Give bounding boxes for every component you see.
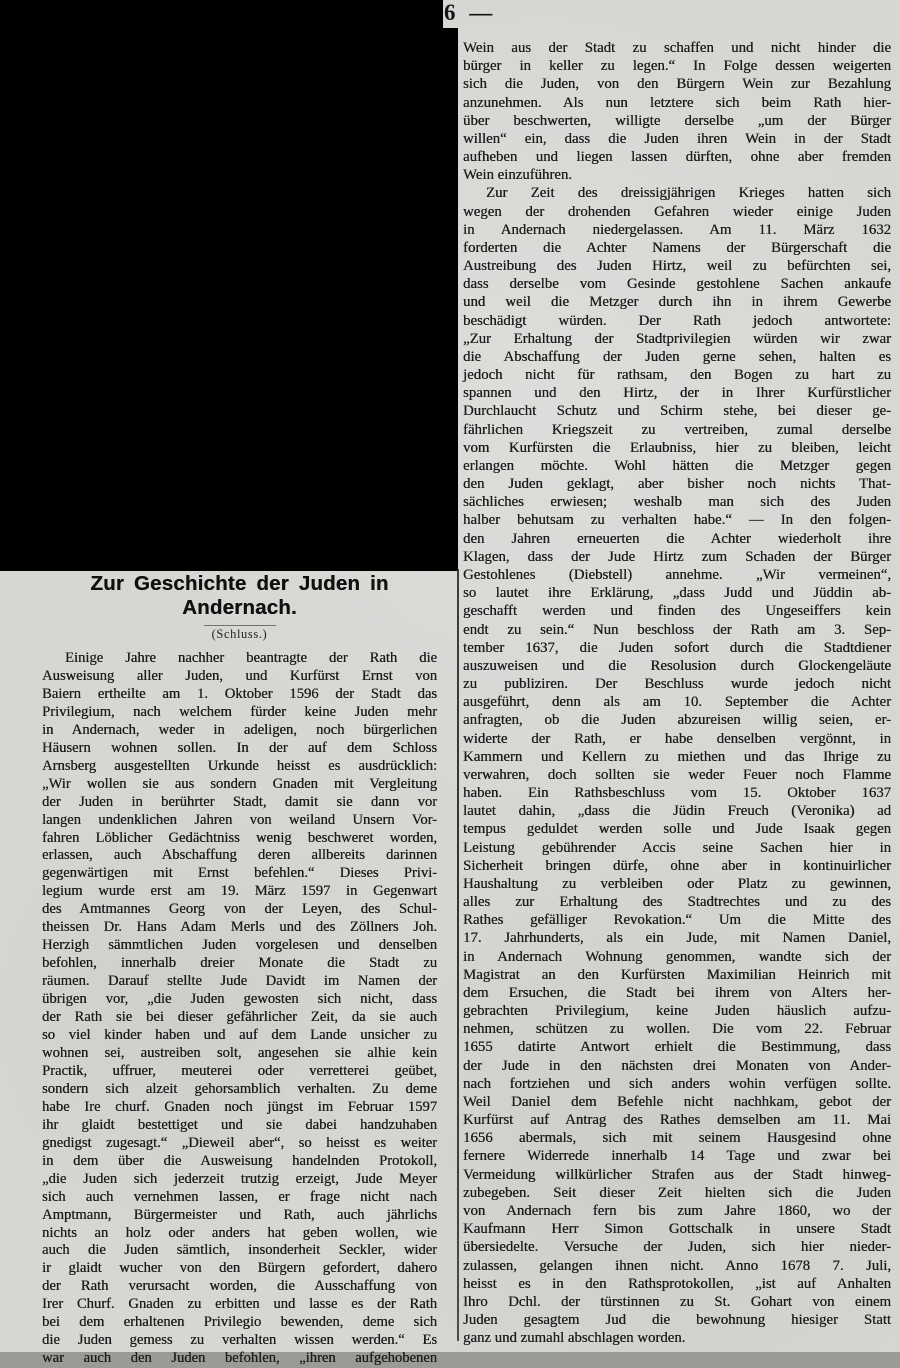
text-line: Vermeidung willkürlicher Strafen aus der Stadt hinweg- bbox=[463, 1166, 891, 1183]
text-line: ihr glaidt bestettiget und sie dabei handzuhaben bbox=[42, 1116, 437, 1133]
text-line: der Rath sie bei dieser gefährlicher Zeit, da sie auch bbox=[42, 1009, 437, 1026]
left-column bbox=[42, 572, 437, 1368]
text-line: Austreibung des Juden Hirtz, weil zu befürchten sei, bbox=[463, 258, 891, 275]
text-line: beschädigt würden. Der Rath jedoch antwortete: bbox=[463, 312, 891, 329]
text-line: Kaufmann Herr Simon Gottschalk in unsere Stadt bbox=[463, 1221, 891, 1238]
text-line: nichts an holz oder anders hat geben wollen, wie bbox=[42, 1224, 437, 1241]
text-line: Gestohlenes (Diebstell) annehme. „Wir vermeinen“, bbox=[463, 566, 891, 583]
text-line: Arnsberg ausgestellten Urkunde heisst es ausdrücklich: bbox=[42, 757, 437, 774]
text-line: der Juden in berührter Stadt, damit sie dann vor bbox=[42, 793, 437, 810]
text-line: nehmen, schützen zu wollen. Die vom 22. Februar bbox=[463, 1021, 891, 1038]
page-number-fragment: 6 — bbox=[444, 0, 497, 25]
text-line: der Rath verursacht worden, die Ausschaffung von bbox=[42, 1278, 437, 1295]
text-line: gegenwärtigen mit Ernst befehlen.“ Dieses Privi- bbox=[42, 865, 437, 882]
text-line: dem Ersuchen, die Stadt bei ihrem von Alters her- bbox=[463, 984, 891, 1001]
text-line: lautet dahin, „dass die Jüdin Freuch (Veronika) ad bbox=[463, 803, 891, 820]
text-line: so viel kinder haben und auf dem Lande unsicher zu bbox=[42, 1027, 437, 1044]
text-line: Ihro Dchl. der türstinnen zu St. Gohart von einem bbox=[463, 1293, 891, 1310]
text-line: Irer Churf. Gnaden zu erbitten und lasse es der Rath bbox=[42, 1296, 437, 1313]
text-line: zulassen, gelangen ihnen nicht. Anno 1678 7. Juli, bbox=[463, 1257, 891, 1274]
text-line: „Zur Erhaltung der Stadtprivilegien würden wir zwar bbox=[463, 330, 891, 347]
text-line: räumen. Darauf stellte Jude Davidt im Namen der bbox=[42, 973, 437, 990]
text-line: bei dem erhaltenen Privilegio bewenden, deme sich bbox=[42, 1314, 437, 1331]
text-line: von Andernach fern bis zum Jahre 1860, wo der bbox=[463, 1203, 891, 1219]
text-line: Rathes gefälliger Revokation.“ Um die Mitte des bbox=[463, 912, 891, 929]
text-line: die Juden gemess zu verhalten wissen werden.“ Es bbox=[42, 1332, 437, 1349]
text-line: wegen der drohenden Gefahren wieder einige Juden bbox=[463, 203, 891, 220]
text-line: nach fortziehen und sich anders wohin verfügen sollte. bbox=[463, 1075, 891, 1092]
text-line: dass derselbe vom Gesinde gestohlene Sachen ankaufe bbox=[463, 276, 891, 293]
text-line: heisst es in den Rathsprotokollen, „ist auf Anhalten bbox=[463, 1275, 891, 1292]
text-line: der Jude in den nächsten drei Monaten von Ander- bbox=[463, 1057, 891, 1074]
text-line: Ausweisung aller Juden, und Kurfürst Ernst von bbox=[42, 667, 437, 684]
text-line: Amptmann, Bürgermeister und Rath, auch jährlichs bbox=[42, 1206, 437, 1223]
text-line: erlangen möchte. Wohl hätten die Metzger gegen bbox=[463, 457, 891, 474]
text-line: langen undenklichen Jahren von weiland Unsern Vor- bbox=[42, 811, 437, 828]
column-divider-rule bbox=[457, 569, 459, 1341]
text-line: fahren Löblicher Gedächtniss wenig beschweret worden, bbox=[42, 829, 437, 846]
text-line: tember 1637, die Juden sofort durch die Stadtdiener bbox=[463, 639, 891, 656]
text-line: wohnen sei, austreiben solt, angesehen sie alhie kein bbox=[42, 1044, 437, 1061]
left-column-text bbox=[42, 650, 437, 1368]
text-line: Leistung gebührender Accis seine Sachen hier in bbox=[463, 839, 891, 856]
text-line: in Andernach niedergelassen. Am 11. März 1632 bbox=[463, 221, 891, 238]
scan-black-region-edge bbox=[443, 28, 458, 571]
text-line: forderten die Achter Namens der Bürgerschaft die bbox=[463, 239, 891, 256]
text-line: erlassen, auch Abschaffung deren allbereits darinnen bbox=[42, 847, 437, 864]
text-line: Privilegium, nach welchem fürder keine Juden mehr bbox=[42, 703, 437, 720]
text-line: Juden gesagtem Jud die bewohnung hiesiger Statt bbox=[463, 1312, 891, 1329]
text-line: willen“ ein, dass die Juden ihren Wein in der Stadt bbox=[463, 130, 891, 147]
text-line: auszuweisen und die Resolusion durch Glockengeläute bbox=[463, 657, 891, 674]
text-line: zubegeben. Seit dieser Zeit hielten sich die Juden bbox=[463, 1184, 891, 1201]
text-line: 17. Jahrhunderts, als ein Jude, mit Namen Daniel, bbox=[463, 930, 891, 947]
text-line: den Jahren erneuerten die Achter wiederholt ihre bbox=[463, 530, 891, 547]
text-line: Weil Daniel dem Befehle nicht nachhkam, gebot der bbox=[463, 1093, 891, 1110]
text-line: verwahren, doch sollten sie weder Feuer noch Flamme bbox=[463, 766, 891, 783]
text-line: Wein aus der Stadt zu schaffen und nicht hinder die bbox=[463, 40, 891, 56]
text-line: sich auch vernehmen lassen, er frage nicht nach bbox=[42, 1188, 437, 1205]
text-line: übrigen vor, „die Juden gewosten sich nicht, dass bbox=[42, 991, 437, 1008]
right-column bbox=[463, 39, 891, 1347]
text-line: Herzigh sämmtlichen Juden vorgelesen und denselben bbox=[42, 937, 437, 954]
text-line: auch die Juden sämtlich, insonderheit Seckler, wider bbox=[42, 1242, 437, 1259]
text-line: so lautet ihre Erklärung, „dass Judd und Jüddin ab- bbox=[463, 585, 891, 602]
text-line: Kammern und Kellern zu miethen und das Ihrige zu bbox=[463, 748, 891, 765]
text-line: Einige Jahre nachher beantragte der Rath die bbox=[65, 650, 437, 666]
text-line: ganz und zumahl abschlagen worden. bbox=[463, 1330, 686, 1347]
text-line: die Abschaffung der Juden gerne sehen, halten es bbox=[463, 348, 891, 365]
text-line: in Andernach Wohnung genommen, wandte sich der bbox=[463, 948, 891, 965]
text-line: Practik, uffruer, meuterei oder verretterei geübet, bbox=[42, 1062, 437, 1079]
text-line: sondern sich alzeit gehorsamblich verhalten. Zu deme bbox=[42, 1080, 437, 1097]
text-line: alles zur Erhaltung des Stadtrechtes und zu des bbox=[463, 894, 891, 911]
text-line: und weil die Metzger durch ihn in ihrem Gewerbe bbox=[463, 294, 891, 311]
right-column-text bbox=[463, 39, 891, 1347]
text-line: ir glaidt wucher von den Bürgern gefordert, dahero bbox=[42, 1260, 437, 1277]
text-line: befohlen, innerhalb dreier Monate die Stadt zu bbox=[42, 955, 437, 972]
text-line: vom Kurfürsten die Erlaubniss, hier zu bleiben, leicht bbox=[463, 439, 891, 456]
text-line: ausgeführt, denn als am 10. September die Achter bbox=[463, 694, 891, 711]
text-line: gnedigst zugesagt.“ „Dieweil aber“, so heisst es weiter bbox=[42, 1134, 437, 1151]
text-line: legium wurde erst am 19. März 1597 in Gegenwart bbox=[42, 883, 437, 900]
text-line: übersiedelte. Versuche der Juden, sich hier nieder- bbox=[463, 1239, 891, 1256]
text-line: Wein einzuführen. bbox=[463, 167, 572, 184]
text-line: haben. Ein Rathsbeschluss vom 15. Oktober 1637 bbox=[463, 785, 891, 802]
text-line: Kurfürst auf Antrag des Rathes demselben am 11. Mai bbox=[463, 1112, 891, 1129]
text-line: theissen Dr. Hans Adam Merls und des Zöllners Joh. bbox=[42, 919, 437, 936]
text-line: tempus geduldet werden solle und Jude Isaak gegen bbox=[463, 821, 891, 838]
text-line: in dem über die Ausweisung handelnden Protokoll, bbox=[42, 1152, 437, 1169]
text-line: Durchlaucht Schutz und Schirm stehe, bei dieser ge- bbox=[463, 403, 891, 420]
text-line: bürger in keller zu legen.“ In Folge dessen weigerten bbox=[463, 58, 891, 75]
text-line: Sicherheit bringen dürfe, ohne aber in kontinuirlicher bbox=[463, 857, 891, 874]
text-line: anzunehmen. Als nun letztere sich beim Rath hier- bbox=[463, 94, 891, 111]
text-line: über beschwerten, willigte derselbe „um der Bürger bbox=[463, 112, 891, 129]
text-line: fährlichen Kriegszeit zu vertreiben, zumal derselbe bbox=[463, 421, 891, 438]
scan-black-region bbox=[0, 0, 443, 571]
text-line: Häusern wohnen sollen. In der auf dem Schloss bbox=[42, 739, 437, 756]
text-line: war auch den Juden befohlen, „ihren aufgehobenen bbox=[42, 1350, 437, 1367]
text-line: habe Ire churf. Gnaden noch jüngst im Februar 1597 bbox=[42, 1098, 437, 1115]
text-line: des Amtmannes Georg von der Leyen, des Schul- bbox=[42, 901, 437, 918]
text-line: den Juden geklagt, aber bisher noch nichts That- bbox=[463, 476, 891, 493]
article-subtitle: (Schluss.) bbox=[211, 627, 268, 641]
text-line: sächliches erwiesen; weshalb man sich des Juden bbox=[463, 494, 891, 511]
text-line: Magistrat an den Kurfürsten Maximilian Heinrich mit bbox=[463, 966, 891, 983]
text-line: endt zu sein.“ Nun beschloss der Rath am 3. Sep- bbox=[463, 621, 891, 638]
text-line: gebrachten Privilegium, keine Juden häuslich aufzu- bbox=[463, 1003, 891, 1020]
text-line: in Andernach, weder in adeligen, noch bürgerlichen bbox=[42, 721, 437, 738]
text-line: „Wir wollen sie aus sondern Gnaden mit Vergleitung bbox=[42, 775, 437, 792]
text-line: halber behutsam zu verhalten habe.“ — In den folgen- bbox=[463, 512, 891, 529]
text-line: 1656 abermals, sich mit seinem Hausgesind ohne bbox=[463, 1130, 891, 1147]
text-line: sich die Juden, von den Bürgern Wein zur Bezahlung bbox=[463, 76, 891, 93]
text-line: Klagen, dass der Jude Hirtz zum Schaden der Bürger bbox=[463, 548, 891, 565]
text-line: aufheben und liegen lassen dürften, ohne aber fremden bbox=[463, 149, 891, 166]
text-line: spannen und den Hirtz, der in Ihrer Kurfürstlicher bbox=[463, 385, 891, 402]
text-line: fernere Widerrede innerhalb 14 Tage und zwar bei bbox=[463, 1148, 891, 1165]
text-line: anfragten, ob die Juden abzureisen willig seien, er- bbox=[463, 712, 891, 729]
article-title: Zur Geschichte der Juden in Andernach. bbox=[90, 572, 389, 619]
text-line: „die Juden sich jederzeit trutzig erzeigt, Jude Meyer bbox=[42, 1170, 437, 1187]
text-line: jedoch nicht für rathsam, den Bogen zu hart zu bbox=[463, 367, 891, 384]
subtitle-rule bbox=[204, 625, 276, 626]
text-line: geschafft werden und finden des Ungeseiffers kein bbox=[463, 603, 891, 620]
text-line: 1655 datirte Antwort erhielt die Bestimmung, dass bbox=[463, 1039, 891, 1056]
text-line: zu publiziren. Der Beschluss wurde jedoch nicht bbox=[463, 676, 891, 693]
text-line: widerte der Rath, er habe denselben vergönnt, in bbox=[463, 730, 891, 747]
text-line: Baiern ertheilte am 1. Oktober 1596 der Stadt das bbox=[42, 685, 437, 702]
text-line: Zur Zeit des dreissigjährigen Krieges hatten sich bbox=[486, 185, 891, 202]
text-line: Haushaltung zu verbleiben oder Platz zu gewinnen, bbox=[463, 875, 891, 892]
